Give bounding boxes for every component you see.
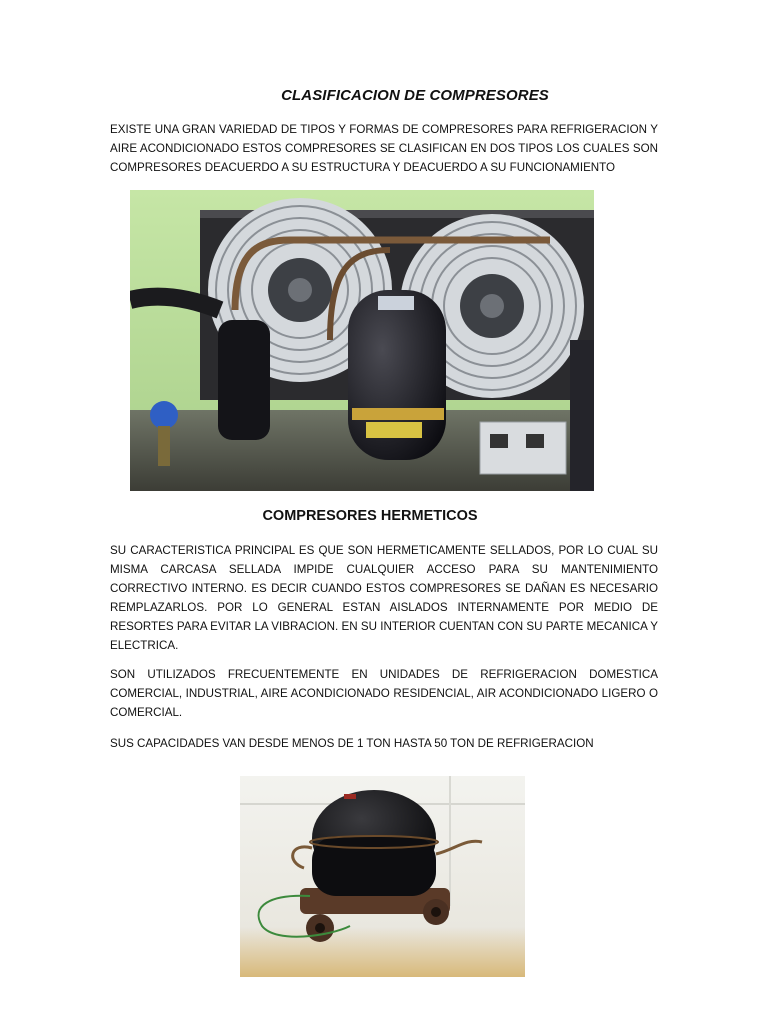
paragraph-uses: SON UTILIZADOS FRECUENTEMENTE EN UNIDADES DE REFRIGERACION DOMESTICA COMERCIAL, INDUSTRIAL, AIRE ACONDICIONADO RESIDENCIAL, AIR ACONDICIONADO LIGERO O COMERCIAL. (110, 668, 658, 719)
hermetic-compressor-illustration (240, 776, 525, 977)
section-heading: COMPRESORES HERMETICOS (262, 508, 478, 524)
paragraph-capacities: SUS CAPACIDADES VAN DESDE MENOS DE 1 TON HASTA 50 TON DE REFRIGERACION (110, 737, 594, 750)
paragraph-characteristics: SU CARACTERISTICA PRINCIPAL ES QUE SON HERMETICAMENTE SELLADOS, POR LO CUAL SU MISMA CARCASA SELLADA IMPIDE CUALQUIER ACCESO PARA SU MANTENIMIENTO CORRECTIVO INTERNO. ES DECIR CUANDO ESTOS COMPRESORES SE DAÑAN ES NECESARIO REMPLAZARLOS. POR LO GENERAL ESTAN AISLADOS INTERNAMENTE POR MEDIO DE RESORTES PARA EVITAR LA VIBRACION. EN SU INTERIOR CUENTAN CON SU PARTE MECANICA Y ELECTRICA. (110, 544, 658, 652)
document-title: CLASIFICACION DE COMPRESORES (281, 87, 549, 104)
condensing-unit-photo (130, 190, 594, 491)
intro-paragraph: EXISTE UNA GRAN VARIEDAD DE TIPOS Y FORMAS DE COMPRESORES PARA REFRIGERACION Y AIRE ACONDICIONADO ESTOS COMPRESORES SE CLASIFICAN EN DOS TIPOS LOS CUALES SON COMPRESORES DEACUERDO A SU ESTRUCTURA Y DEACUERDO A SU FUNCIONAMIENTO (110, 123, 658, 174)
hermetic-compressor-photo (240, 776, 525, 977)
condensing-unit-illustration (130, 190, 594, 491)
